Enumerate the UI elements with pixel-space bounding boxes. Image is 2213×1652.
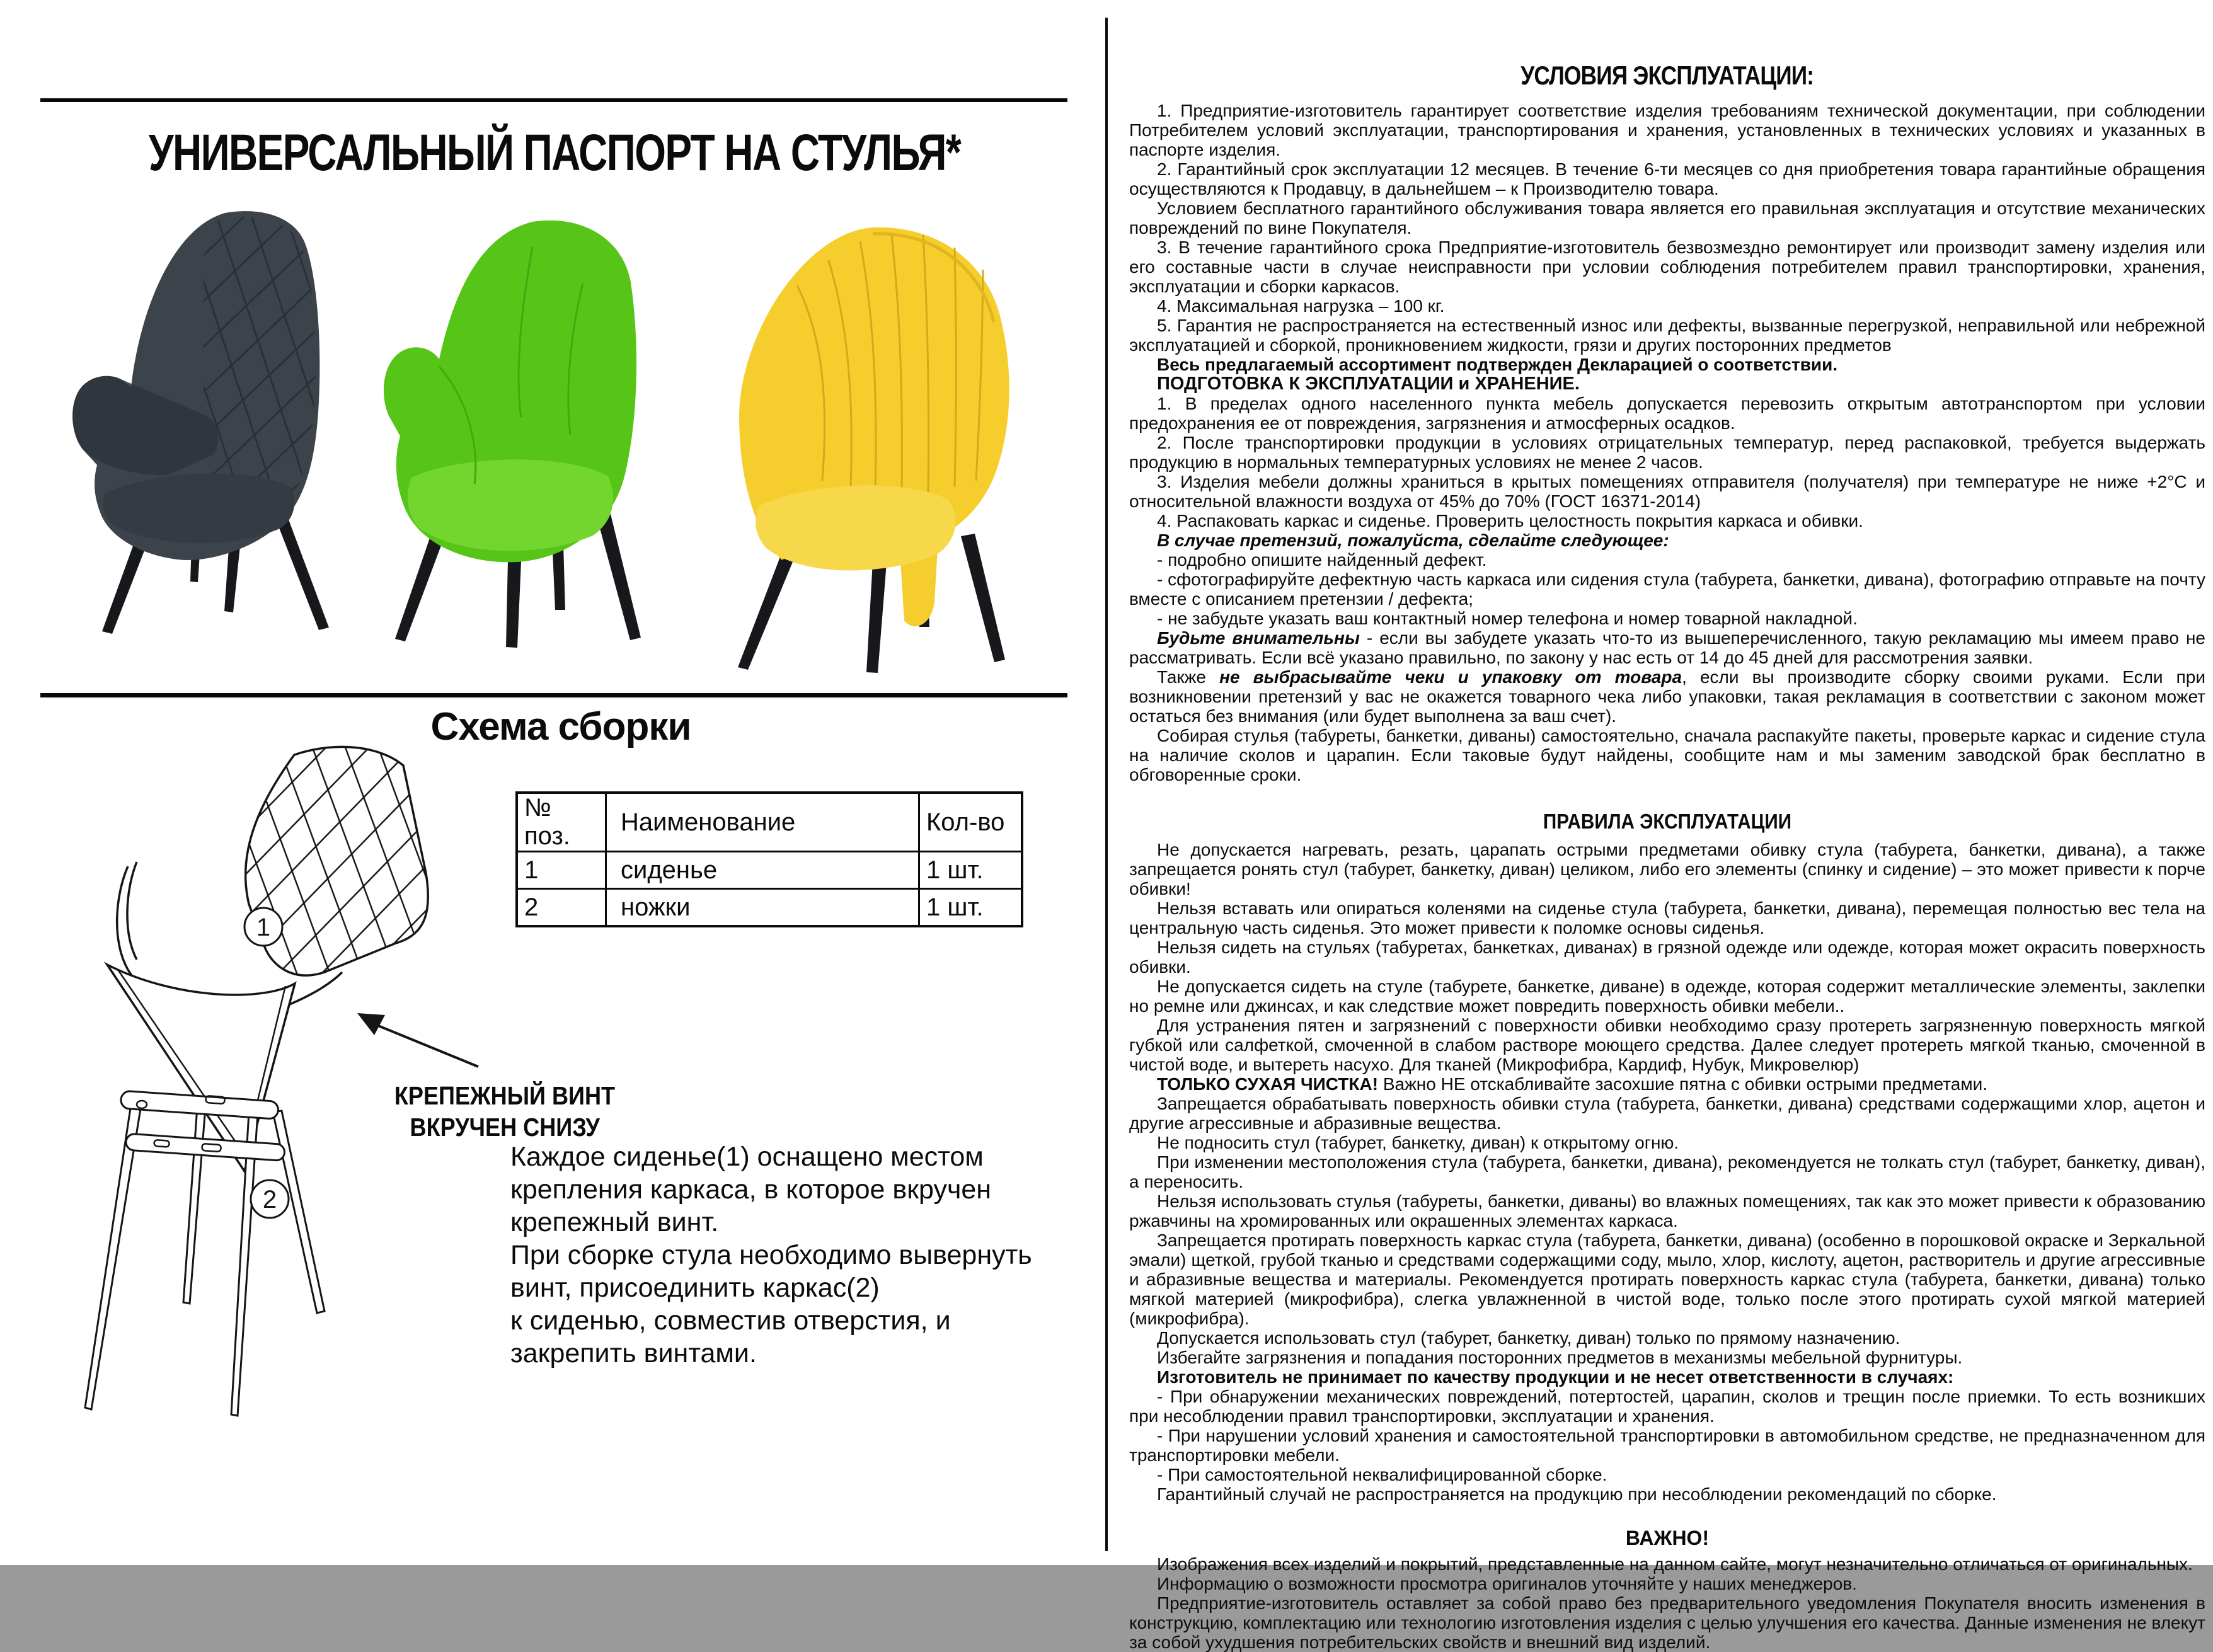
cell-name: ножки bbox=[606, 889, 919, 927]
chair-seat-cushion bbox=[756, 485, 955, 570]
chair-seat-cushion bbox=[408, 459, 613, 551]
note-line: При сборке стула необходимо вывернуть bbox=[510, 1240, 1032, 1270]
top-horizontal-rule bbox=[40, 98, 1067, 102]
callout-line: КРЕПЕЖНЫЙ ВИНТ bbox=[394, 1081, 616, 1110]
paragraph: Изображения всех изделий и покрытий, представленные на данном сайте, могут незначительно отличаться от оригинальных. bbox=[1157, 1554, 2193, 1574]
cell-name: сиденье bbox=[606, 852, 919, 889]
callout-line: ВКРУЧЕН СНИЗУ bbox=[410, 1113, 600, 1142]
cell-position: 1 bbox=[517, 852, 606, 889]
part-1-label: 1 bbox=[256, 914, 271, 941]
paragraph: 3. В течение гарантийного срока Предприятие-изготовитель безвозмездно ремонтирует или производит замену изделия или его составные части в случае неисправности при условии соблюдения потребителем правил транспортировки, хранения, эксплуатации и сборки каркасов. bbox=[1129, 238, 2205, 296]
claims-title: В случае претензий, пожалуйста, сделайте следующее: bbox=[1157, 531, 1669, 550]
paragraph: - При обнаружении механических повреждений, потертостей, царапин, сколов и трещин после приемки. То есть возникших при несоблюдении правил транспортировки, эксплуатации и хранения. bbox=[1129, 1387, 2205, 1426]
chair-seat-cushion bbox=[103, 474, 294, 544]
paragraph: При изменении местоположения стула (табурета, банкетки, дивана), рекомендуется не толкать стул (табурет, банкетку, диван), а переносить. bbox=[1129, 1152, 2205, 1191]
paragraph: 3. Изделия мебели должны храниться в крытых помещениях отправителя (получателя) при температуре не ниже +2°С и относительной влажности воздуха от 45% до 70% (ГОСТ 16371-2014) bbox=[1129, 472, 2205, 511]
paragraph: 2. После транспортировки продукции в условиях отрицательных температур, перед распаковкой, требуется выдержать продукцию в нормальных температурных условиях не менее 2 часов. bbox=[1129, 433, 2205, 472]
paragraph: Условием бесплатного гарантийного обслуживания товара является его правильная эксплуатация и отсутствие механических повреждений по вине Покупателя. bbox=[1129, 198, 2205, 238]
paragraph: 5. Гарантия не распространяется на естественный износ или дефекты, вызванные перегрузкой, неправильной или небрежной эксплуатацией и сборкой, проникновением жидкости, грязи и других посторонних предметов bbox=[1129, 316, 2205, 355]
table-header-row bbox=[517, 793, 1022, 852]
header-quantity: Кол-во bbox=[919, 793, 1023, 852]
assembly-section-heading: Схема сборки bbox=[430, 705, 691, 749]
paragraph: Нельзя вставать или опираться коленями на сиденье стула (табурета, банкетки, дивана), перемещая полностью вес тела на центральную часть сиденья. Это может привести к поломке основы сиденья. bbox=[1129, 898, 2205, 938]
note-line: крепления каркаса, в которое вкручен bbox=[510, 1174, 992, 1205]
paragraph: 4. Максимальная нагрузка – 100 кг. bbox=[1157, 296, 1445, 316]
chair-image-dark-gray bbox=[44, 203, 359, 639]
cell-quantity: 1 шт. bbox=[919, 852, 1023, 889]
paragraph: Информацию о возможности просмотра оригиналов уточняйте у наших менеджеров. bbox=[1157, 1574, 1857, 1593]
paragraph: Нельзя использовать стулья (табуреты, банкетки, диваны) во влажных помещениях, так как это может привести к образованию ржавчины на хромированных или окрашенных элементах каркаса. bbox=[1129, 1191, 2205, 1230]
paragraph: - сфотографируйте дефектную часть каркаса или сидения стула (табурета, банкетки, дивана), фотографию отправьте на почту вместе с описанием претензии / дефекта; bbox=[1129, 570, 2205, 609]
callout-arrow-icon bbox=[357, 1013, 478, 1067]
table-row bbox=[517, 852, 1022, 889]
cell-position: 2 bbox=[517, 889, 606, 927]
chair-image-yellow bbox=[665, 210, 1081, 673]
paragraph-dry-cleaning: ТОЛЬКО СУХАЯ ЧИСТКА! Важно НЕ отскабливайте засохшие пятна с обивки острыми предметами. bbox=[1157, 1074, 1988, 1094]
paragraph: 1. В пределах одного населенного пункта мебель допускается перевозить открытым автотранспортом при условии предохранения ее от повреждения, загрязнения и атмосферных осадков. bbox=[1129, 394, 2205, 433]
parts-table bbox=[515, 791, 1023, 927]
paragraph: Не допускается нагревать, резать, царапать острыми предметами обивку стула (табурета, банкетки, дивана), а также запрещается ронять стул (табурет, банкетку, диван) целиком, либо его элементы (спинку и сидение) – это может привести к порче обивки! bbox=[1129, 840, 2205, 898]
paragraph: - подробно опишите найденный дефект. bbox=[1157, 550, 1487, 570]
note-line: винт, присоединить каркас(2) bbox=[510, 1273, 880, 1303]
paragraph: Не подносить стул (табурет, банкетку, диван) к открытому огню. bbox=[1157, 1133, 1679, 1152]
paragraph: - не забудьте указать ваш контактный номер телефона и номер товарной накладной. bbox=[1157, 609, 1858, 628]
paragraph-keep-receipts: Также не выбрасывайте чеки и упаковку от товара, если вы производите сборку своими руками. Если при возникновении претензий у вас не окажется товарного чека либо упаковки, такая рекламация в соответствии с законом может остаться без внимания (или будет выполнена за ваш счет). bbox=[1129, 667, 2206, 726]
frame-diagram bbox=[85, 1091, 325, 1416]
cell-quantity: 1 шт. bbox=[919, 889, 1023, 927]
note-line: крепежный винт. bbox=[510, 1207, 719, 1237]
paragraph: 2. Гарантийный срок эксплуатации 12 месяцев. В течение 6-ти месяцев со дня приобретения товара гарантийные обращения осуществляются к Продавцу, в дальнейшем – к Производителю товара. bbox=[1129, 159, 2205, 198]
paragraph: Гарантийный случай не распространяется на продукцию при несоблюдении рекомендаций по сборке. bbox=[1157, 1484, 1997, 1504]
paragraph: 4. Распаковать каркас и сиденье. Проверить целостность покрытия каркаса и обивки. bbox=[1157, 511, 1863, 531]
paragraph: Допускается использовать стул (табурет, банкетку, диван) только по прямому назначению. bbox=[1157, 1328, 1900, 1348]
paragraph: Запрещается протирать поверхность каркас стула (табурета, банкетки, дивана) (особенно в порошковой окраске и Зеркальной эмали) щеткой, грубой тканью и средствами содержащими соду, мыло, хлор, кислоту, ацетон, растворитель и другие агрессивные и абразивные вещества и материалы. Рекомендуется протирать поверхность каркас стула (табурета, банкетки, дивана) только мягкой материей (микрофибра), слегка увлажненной в чистой воде, только после этого протирать сухой мягкой материей (микрофибра). bbox=[1129, 1230, 2205, 1328]
header-position: № поз. bbox=[517, 793, 606, 852]
section-title-important: ВАЖНО! bbox=[1625, 1527, 1710, 1549]
middle-horizontal-rule bbox=[40, 693, 1067, 697]
note-line: Каждое сиденье(1) оснащено местом bbox=[510, 1142, 984, 1172]
section-title-usage-conditions: УСЛОВИЯ ЭКСПЛУАТАЦИИ: bbox=[1520, 60, 1814, 90]
note-line: закрепить винтами. bbox=[510, 1338, 757, 1368]
paragraph: Не допускается сидеть на стуле (табурете, банкетке, диване) в одежде, которая содержит металлические элементы, заклепки но ремне или джинсах, и как следствие может повредить поверхность обивки мебели.. bbox=[1129, 977, 2205, 1016]
paragraph: Нельзя сидеть на стульях (табуретах, банкетках, диванах) в грязной одежде или одежде, которая может окрасить поверхность обивки. bbox=[1129, 938, 2205, 977]
final-note: Предприятие-изготовитель оставляет за собой право без предварительного уведомления Покупателя вносить изменения в конструкцию, комплектацию или технологию изготовления изделия с целью улучшения его качества. Данные изменения не влекут за собой ухудшения потребительских свойств и внешний вид изделий. bbox=[1129, 1593, 2205, 1652]
paragraph: 1. Предприятие-изготовитель гарантирует соответствие изделия требованиям технической документации, при соблюдении Потребителем условий эксплуатации, транспортирования и хранения, установленных в технических условиях и указанных в паспорте изделия. bbox=[1129, 101, 2205, 159]
note-line: к сиденью, совместив отверстия, и bbox=[510, 1305, 951, 1336]
paragraph: Избегайте загрязнения и попадания посторонних предметов в механизмы мебельной фурнитуры. bbox=[1157, 1348, 1963, 1367]
fixing-screw-callout bbox=[376, 1080, 634, 1143]
chair-image-green bbox=[343, 208, 703, 649]
table-row bbox=[517, 889, 1022, 927]
paragraph: - При нарушении условий хранения и самостоятельной транспортировки в автомобильном средстве, не предназначенном для транспортировки мебели. bbox=[1129, 1426, 2205, 1465]
page-title-text: УНИВЕРСАЛЬНЫЙ ПАСПОРТ НА СТУЛЬЯ* bbox=[148, 124, 961, 181]
paragraph: Собирая стулья (табуреты, банкетки, диваны) самостоятельно, сначала распакуйте пакеты, проверьте каркас и сидение стула на наличие сколов и царапин. Если таковые будут найдены, сообщите нам и мы заменим заводской брак бесплатно в обговоренные сроки. bbox=[1129, 726, 2205, 784]
paragraph: Для устранения пятен и загрязнений с поверхности обивки необходимо сразу протереть загрязненную поверхность мягкой губкой или салфеткой, смоченной в слабом растворе моющего средства. Далее следует протереть мягкой тканью, смоченной в чистой воде, и вытереть насухо. Для тканей (Микрофибра, Кардиф, Нубук, Микровелюр) bbox=[1129, 1016, 2205, 1074]
section-title-usage-rules: ПРАВИЛА ЭКСПЛУАТАЦИИ bbox=[1543, 810, 1792, 833]
header-name: Наименование bbox=[606, 793, 919, 852]
declaration-line: Весь предлагаемый ассортимент подтвержден Декларацией о соответствии. bbox=[1157, 355, 1838, 374]
paragraph: Запрещается обрабатывать поверхность обивки стула (табурета, банкетки, дивана) средствами содержащими хлор, ацетон и другие агрессивные и абразивные вещества. bbox=[1129, 1094, 2205, 1133]
paragraph-attention: Будьте внимательны - если вы забудете указать что-то из вышеперечисленного, такую рекламацию мы имеем право не рассматривать. Если всё указано правильно, по закону у нас есть от 14 до 45 дней для рассмотрения заявки. bbox=[1129, 628, 2206, 667]
paragraph: - При самостоятельной неквалифицированной сборке. bbox=[1157, 1465, 1607, 1484]
section-title-preparation-storage: ПОДГОТОВКА К ЭКСПЛУАТАЦИИ и ХРАНЕНИЕ. bbox=[1157, 374, 1580, 394]
manufacturer-disclaimer-title: Изготовитель не принимает по качеству продукции и не несет ответственности в случаях: bbox=[1157, 1367, 1954, 1387]
part-2-label: 2 bbox=[262, 1186, 277, 1213]
assembly-instructions bbox=[510, 1140, 1109, 1370]
page-title bbox=[25, 123, 1084, 183]
terms-column bbox=[1129, 60, 2205, 1652]
